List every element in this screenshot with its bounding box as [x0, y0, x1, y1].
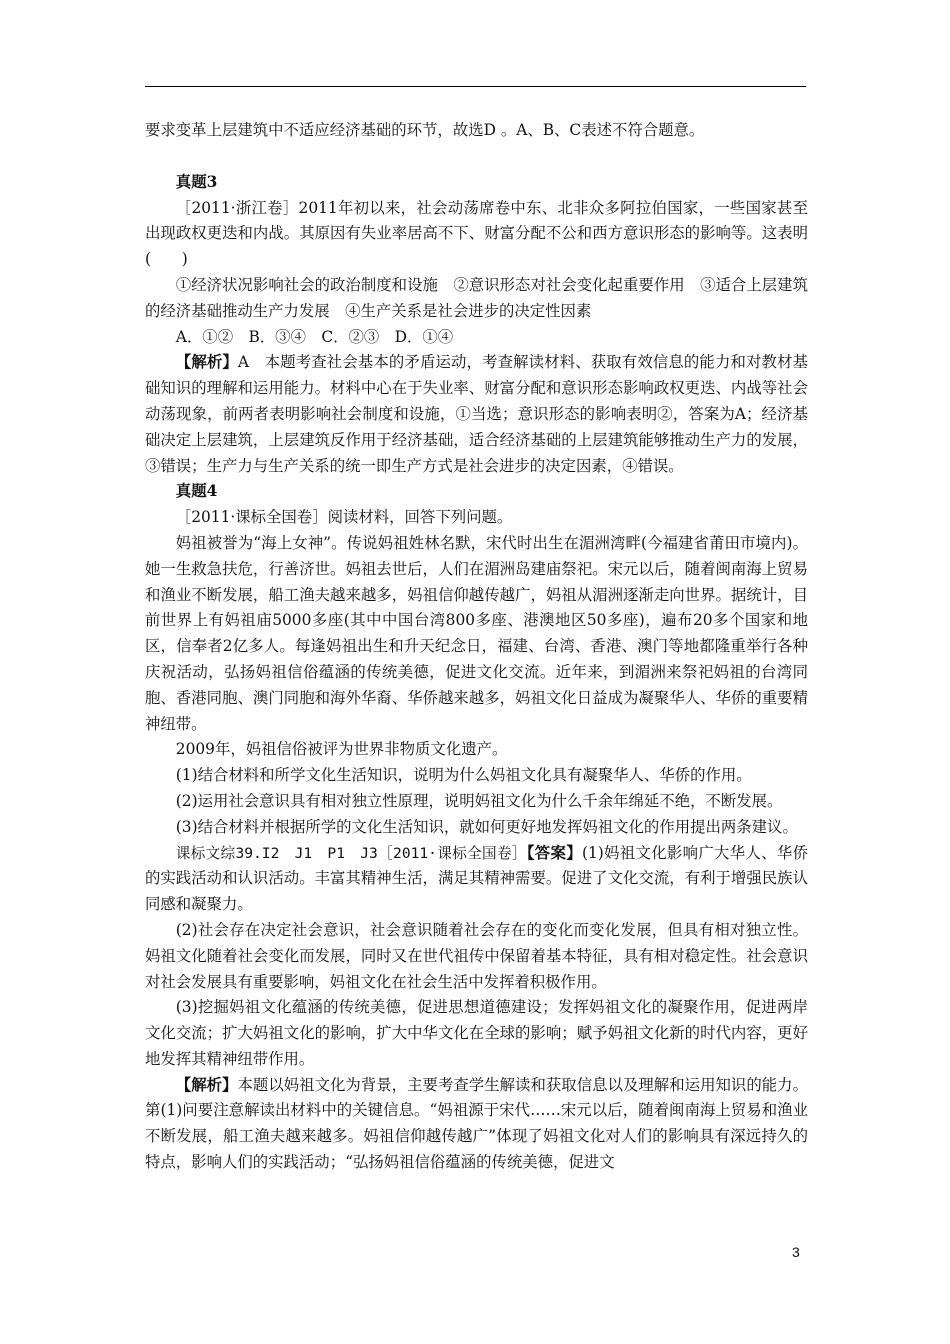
question-4-answer-2: (2)社会存在决定社会意识，社会意识随着社会存在的变化而变化发展，但具有相对独立性。妈祖文化随着社会变化而发展，同时又在世代祖传中保留着基本特征，具有相对稳定性。社会意识对社会发展具有重要影响，妈祖文化在社会生活中发挥着积极作用。 — [145, 920, 808, 991]
answer-text: (1)妈祖文化影响广大华人、华侨的实践活动和认识活动。丰富其精神生活，满足其精神需要。促进了文化交流，有利于增强民族认同感和凝聚力。 — [145, 843, 808, 914]
analysis-text: A 本题考查社会基本的矛盾运动，考查解读材料、获取有效信息的能力和对教材基础知识的理解和运用能力。材料中心在于失业率、财富分配和意识形态影响政权更迭、内战等社会动荡现象，前两者表明影响社会制度和设施，①当选；意识形态的影响表明②，答案为A；经济基础决定上层建筑，上层建筑反作用于经济基础，适合经济基础的上层建筑能够推动生产力的发展，③错误；生产力与生产关系的统一即生产方式是社会进步的决定因素，④错误。 — [145, 353, 808, 475]
question-4-sub-3: (3)结合材料并根据所学的文化生活知识，就如何更好地发挥妈祖文化的作用提出两条建议。 — [175, 817, 798, 836]
question-4-title: 真题4 — [175, 482, 218, 501]
question-3-stem: ［2011·浙江卷］2011年初以来，社会动荡席卷中东、北非众多阿拉伯国家，一些国家甚至出现政权更迭和内战。其原因有失业率居高不下、财富分配不公和西方意识形态的影响等。这表明( ) — [145, 198, 808, 269]
spacer — [145, 144, 808, 170]
page-number: 3 — [792, 1244, 800, 1260]
question-4-answer-1 — [145, 841, 808, 918]
question-4-material-2: 2009年，妈祖信俗被评为世界非物质文化遗产。 — [175, 740, 508, 759]
question-3-choices: A．①② B．③④ C．②③ D．①④ — [175, 327, 454, 346]
question-4-sub-1: (1)结合材料和所学文化生活知识，说明为什么妈祖文化具有凝聚华人、华侨的作用。 — [175, 766, 752, 785]
question-4-answer-3: (3)挖掘妈祖文化蕴涵的传统美德，促进思想道德建设；发挥妈祖文化的凝聚作用，促进两岸文化交流；扩大妈祖文化的影响，扩大中华文化在全球的影响；赋予妈祖文化新的时代内容，更好地发挥其精神纽带作用。 — [145, 998, 808, 1068]
analysis-label: 【解析】 — [175, 1075, 238, 1094]
answer-label: 【答案】 — [526, 843, 582, 862]
answer-prefix: 课标文综39.I2 J1 P1 J3［2011·课标全国卷］ — [175, 844, 527, 862]
question-3-options: ①经济状况影响社会的政治制度和设施 ②意识形态对社会变化起重要作用 ③适合上层建筑的经济基础推动生产力发展 ④生产关系是社会进步的决定性因素 — [145, 275, 808, 320]
question-4-material: 妈祖被誉为“海上女神”。传说妈祖姓林名默，宋代时出生在湄洲湾畔(今福建省莆田市境内)。她一生救急扶危，行善济世。妈祖去世后，人们在湄洲岛建庙祭祀。宋元以后，随着闽南海上贸易和渔业不断发展，船工渔夫越来越多，妈祖信仰越传越广，妈祖从湄洲逐渐走向世界。据统计，目前世界上有妈祖庙5000多座(其中中国台湾800多座、港澳地区50多座)，遍布20多个国家和地区，信奉者2亿多人。每逢妈祖出生和升天纪念日，福建、台湾、香港、澳门等地都隆重举行各种庆祝活动，弘扬妈祖信俗蕴涵的传统美德，促进文化交流。近年来，到湄洲来祭祀妈祖的台湾同胞、香港同胞、澳门同胞和海外华裔、华侨越来越多，妈祖文化日益成为凝聚华人、华侨的重要精神纽带。 — [145, 533, 808, 733]
intro-line: 要求变革上层建筑中不适应经济基础的环节，故选D 。A、B、C表述不符合题意。 — [145, 121, 705, 139]
question-4-sub-2: (2)运用社会意识具有相对独立性原理，说明妈祖文化为什么千余年绵延不绝，不断发展。 — [175, 791, 783, 810]
question-4-analysis — [145, 1073, 808, 1176]
question-3-title: 真题3 — [175, 172, 218, 191]
header-rule — [145, 86, 806, 87]
analysis-text: 本题以妈祖文化为背景，主要考查学生解读和获取信息以及理解和运用知识的能力。第(1)问要注意解读出材料中的关键信息。“妈祖源于宋代……宋元以后，随着闽南海上贸易和渔业不断发展，船工渔夫越来越多。妈祖信仰越传越广”体现了妈祖文化对人们的影响具有深远持久的特点，影响人们的实践活动；“弘扬妈祖信俗蕴涵的传统美德，促进文 — [145, 1075, 808, 1172]
analysis-label: 【解析】 — [175, 353, 238, 372]
page-content — [145, 118, 808, 1176]
question-4-stem: ［2011·课标全国卷］阅读材料，回答下列问题。 — [175, 508, 513, 527]
question-3-analysis — [145, 350, 808, 479]
